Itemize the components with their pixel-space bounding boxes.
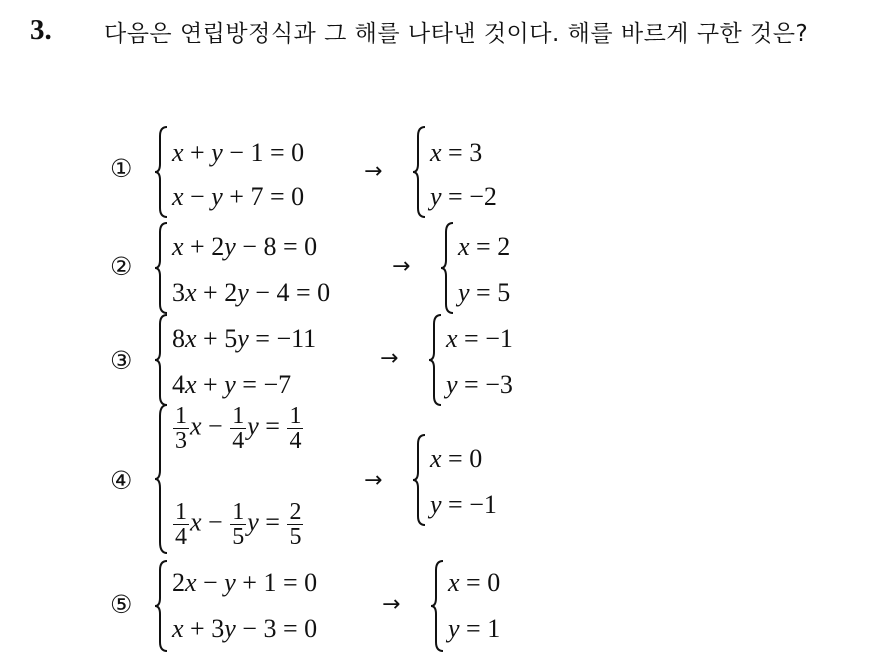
solution-y: y = −3 (446, 370, 513, 399)
solution-x: x = 0 (448, 568, 501, 597)
solution-y: y = 5 (458, 278, 511, 307)
arrow-icon: → (392, 254, 411, 279)
left-brace-icon (154, 404, 168, 554)
equation-system (154, 314, 384, 406)
solution-y: y = −2 (430, 182, 497, 211)
left-brace-icon (154, 222, 168, 314)
left-brace-icon (440, 222, 454, 314)
equation: x + y − 1 = 0 (172, 138, 305, 167)
solution-system (440, 222, 580, 314)
choice-label: ④ (110, 466, 133, 495)
fraction: $\frac{1}{4}$ (289, 403, 302, 454)
equation: x + 2y − 8 = 0 (172, 232, 318, 261)
choice-label: ⑤ (110, 590, 133, 619)
fraction: $\frac{1}{5}$ (232, 499, 245, 550)
equation: $\frac{1}{3}$ x − $\frac{1}{4}$ y = $\frac{1}{4}$ (175, 403, 302, 454)
equation-system (154, 126, 384, 218)
equation: $\frac{1}{4}$ x − $\frac{1}{5}$ y = $\frac{2}{5}$ (175, 499, 302, 550)
solution-y: y = 1 (448, 614, 501, 643)
arrow-icon: → (380, 346, 399, 371)
question-text: 다음은 연립방정식과 그 해를 나타낸 것이다. 해를 바르게 구한 것은? (104, 21, 809, 47)
equation: 3x + 2y − 4 = 0 (172, 278, 331, 307)
fraction: $\frac{2}{5}$ (289, 499, 302, 550)
equation-system (154, 222, 384, 314)
solution-system (412, 126, 552, 218)
solution-x: x = 2 (458, 232, 511, 261)
solution-x: x = 0 (430, 444, 483, 473)
equation: x + 3y − 3 = 0 (172, 614, 318, 643)
fraction: $\frac{1}{3}$ (175, 403, 187, 454)
fraction: $\frac{1}{4}$ (232, 403, 245, 454)
choice-label: ① (110, 154, 133, 183)
arrow-icon: → (364, 468, 383, 493)
equation: 4x + y = −7 (172, 370, 292, 399)
equation: x − y + 7 = 0 (172, 182, 305, 211)
solution-system (412, 434, 552, 526)
left-brace-icon (154, 126, 168, 218)
question-number: 3. (30, 14, 52, 46)
choice-label: ② (110, 252, 133, 281)
left-brace-icon (428, 314, 442, 406)
solution-y: y = −1 (430, 490, 497, 519)
left-brace-icon (430, 560, 444, 652)
fraction: $\frac{1}{4}$ (175, 499, 187, 550)
left-brace-icon (154, 314, 168, 406)
left-brace-icon (154, 560, 168, 652)
equation: 8x + 5y = −11 (172, 324, 317, 353)
solution-x: x = 3 (430, 138, 483, 167)
arrow-icon: → (364, 159, 383, 184)
left-brace-icon (412, 126, 426, 218)
choice-label: ③ (110, 346, 133, 375)
solution-system (430, 560, 570, 652)
equation-system (154, 404, 384, 554)
arrow-icon: → (382, 592, 401, 617)
left-brace-icon (412, 434, 426, 526)
equation-system (154, 560, 384, 652)
solution-system (428, 314, 578, 406)
solution-x: x = −1 (446, 324, 513, 353)
equation: 2x − y + 1 = 0 (172, 568, 318, 597)
